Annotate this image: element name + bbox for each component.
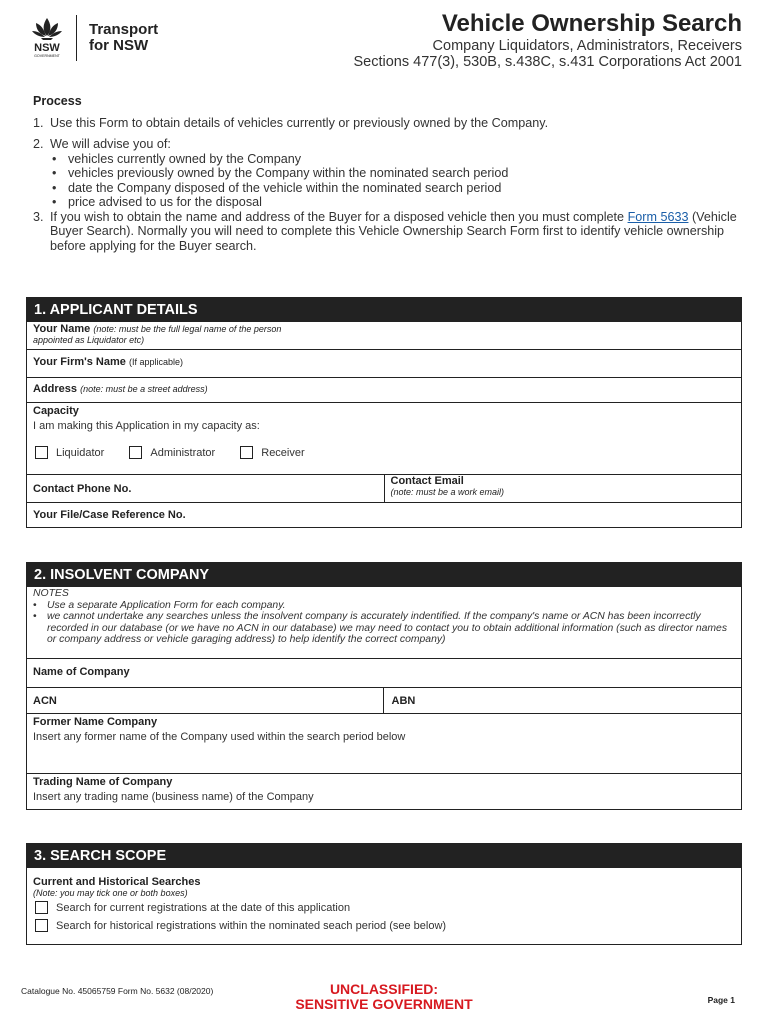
capacity-text: I am making this Application in my capacity as: [33, 420, 260, 432]
contact-email-field[interactable] [384, 475, 742, 502]
capacity-field [27, 402, 741, 474]
header-title-block [353, 10, 742, 70]
field-label: ABN [391, 695, 416, 707]
search-scope-section [26, 843, 742, 945]
checkbox-label: Search for historical registrations within the nominated seach period (see below) [56, 919, 447, 932]
list-item: • date the Company disposed of the vehicle within the nominated search period [52, 181, 743, 196]
field-note: (If applicable) [128, 357, 183, 367]
section-heading: 2. INSOLVENT COMPANY [27, 563, 741, 587]
process-section [33, 94, 743, 253]
field-label: Name of Company [33, 666, 130, 678]
checkbox-label: Liquidator [56, 446, 105, 459]
historical-search-option[interactable] [35, 919, 446, 932]
search-type-field [27, 868, 741, 944]
list-item: • price advised to us for the disposal [52, 195, 743, 210]
receiver-option[interactable] [240, 446, 304, 459]
page-number: Page 1 [707, 995, 735, 1005]
file-reference-field[interactable] [27, 502, 741, 527]
process-heading: Process [33, 94, 82, 108]
transport-for-nsw-wordmark [89, 22, 158, 54]
applicant-details-section [26, 297, 742, 528]
section-heading: 3. SEARCH SCOPE [27, 844, 741, 868]
administrator-checkbox[interactable] [129, 446, 142, 459]
checkbox-label: Search for current registrations at the date of this application [56, 901, 351, 914]
field-note: (note: must be a work email) [390, 487, 505, 497]
liquidator-option[interactable] [35, 446, 104, 459]
list-item: • Use a separate Application Form for each company. [33, 600, 735, 612]
your-name-field[interactable] [27, 322, 741, 349]
step-number: 1. [33, 115, 44, 130]
liquidator-checkbox[interactable] [35, 446, 48, 459]
checkbox-label: Administrator [150, 446, 216, 459]
administrator-option[interactable] [129, 446, 215, 459]
step-text: Use this Form to obtain details of vehicles currently or previously owned by the Company. [50, 115, 549, 130]
notes-block [27, 587, 741, 658]
logo-text-line1: Transport [89, 21, 159, 38]
page-title: Vehicle Ownership Search [441, 10, 742, 37]
nsw-logo [30, 15, 158, 61]
section-heading: 1. APPLICANT DETAILS [27, 298, 741, 322]
advise-list [33, 152, 743, 210]
contact-phone-field[interactable] [27, 475, 384, 502]
field-note: (Note: you may tick one or both boxes) [33, 888, 188, 898]
step-text: If you wish to obtain the name and address of the Buyer for a disposed vehicle then you must complete [50, 209, 625, 224]
field-label: ACN [33, 695, 57, 707]
current-search-checkbox[interactable] [35, 901, 48, 914]
field-label: Your Name [33, 323, 91, 335]
catalogue-number: Catalogue No. 45065759 Form No. 5632 (08/2020) [21, 986, 214, 996]
waratah-icon [30, 16, 64, 60]
field-label: Former Name Company [33, 716, 158, 728]
logo-divider [76, 15, 77, 61]
process-step-1 [33, 116, 743, 131]
step-text-continued: (Vehicle Buyer Search). Normally you will need to complete this Vehicle Ownership Search Form first to identify vehicle ownership before applying for the Buyer search. [50, 209, 737, 253]
step-number: 2. [33, 137, 44, 151]
field-note: (note: must be a street address) [80, 384, 208, 394]
page-subtitle-2: Sections 477(3), 530B, s.438C, s.431 Corporations Act 2001 [353, 54, 742, 70]
field-hint: Insert any trading name (business name) of the Company [33, 791, 314, 803]
process-step-3 [33, 210, 743, 254]
field-label: Trading Name of Company [33, 776, 173, 788]
form-5633-link[interactable]: Form 5633 [627, 209, 689, 224]
current-search-option[interactable] [35, 901, 350, 914]
field-label: Capacity [33, 405, 79, 417]
government-wordmark: GOVERNMENT [34, 54, 60, 58]
process-step-2 [33, 137, 743, 152]
list-item: • vehicles previously owned by the Company within the nominated search period [52, 166, 743, 181]
step-number: 3. [33, 209, 44, 224]
company-name-field[interactable] [27, 658, 741, 687]
classification-line1: UNCLASSIFIED: [329, 981, 439, 997]
acn-abn-row [27, 687, 741, 713]
checkbox-label: Receiver [261, 446, 305, 459]
contact-row [27, 474, 741, 502]
receiver-checkbox[interactable] [240, 446, 253, 459]
insolvent-company-section [26, 562, 742, 810]
field-label: Your File/Case Reference No. [33, 509, 186, 521]
nsw-wordmark: NSW [34, 42, 60, 54]
page-subtitle-1: Company Liquidators, Administrators, Receivers [432, 38, 742, 54]
firm-name-field[interactable] [27, 349, 741, 377]
address-field[interactable] [27, 377, 741, 402]
classification-label [0, 982, 768, 1012]
field-note: (note: must be the full legal name of the person [93, 324, 282, 334]
abn-field[interactable] [383, 688, 742, 713]
list-item: • vehicles currently owned by the Company [52, 152, 743, 167]
former-name-field[interactable] [27, 713, 741, 773]
field-label: Address [33, 383, 78, 395]
field-label: Your Firm's Name [33, 356, 126, 368]
logo-text-line2: for NSW [89, 37, 149, 54]
acn-field[interactable] [27, 688, 383, 713]
trading-name-field[interactable] [27, 773, 741, 809]
field-label: Contact Email [390, 475, 464, 487]
classification-line2: SENSITIVE GOVERNMENT [295, 996, 473, 1012]
historical-search-checkbox[interactable] [35, 919, 48, 932]
step-text: We will advise you of: [50, 137, 171, 151]
notes-heading: NOTES [33, 588, 69, 599]
list-item: • we cannot undertake any searches unless the insolvent company is accurately indentified. If the company's name or ACN has been incorrectly recorded in our database (or we have no ACN in our database) we may need to contact you to obtain additional information (such as director names or company address or vehicle garaging address) to help identify the correct company) [33, 611, 735, 646]
field-note: appointed as Liquidator etc) [33, 335, 145, 345]
field-label: Contact Phone No. [33, 483, 132, 495]
field-label: Current and Historical Searches [33, 876, 201, 888]
capacity-options [33, 446, 735, 462]
field-hint: Insert any former name of the Company used within the search period below [33, 731, 406, 743]
